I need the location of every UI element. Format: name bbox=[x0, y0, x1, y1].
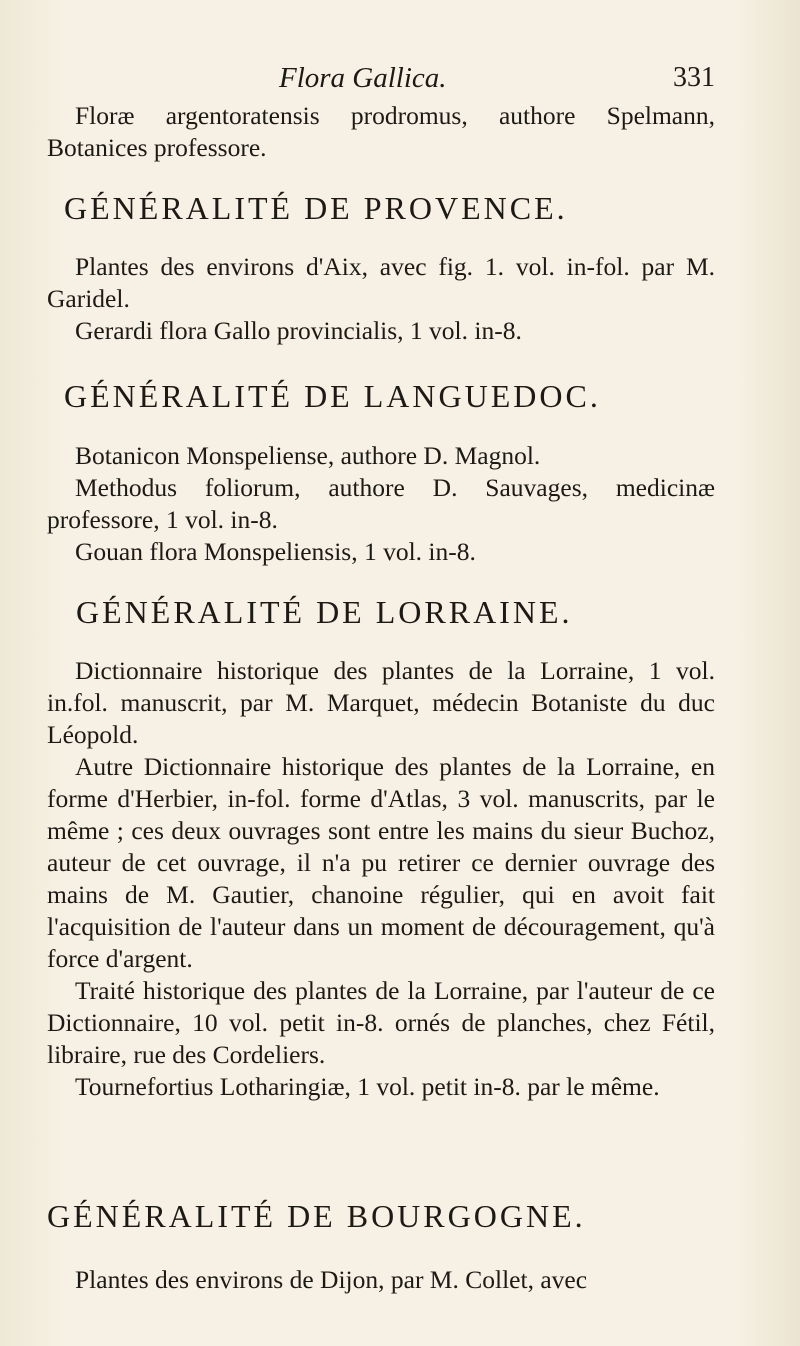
page-header bbox=[47, 62, 715, 98]
text-column bbox=[47, 0, 715, 1346]
entry-gerardi: Gerardi flora Gallo provincialis, 1 vol. in-8. bbox=[75, 316, 522, 345]
languedoc-entries bbox=[47, 440, 715, 568]
running-title: Flora Gallica. bbox=[279, 62, 447, 94]
heading-languedoc: GÉNÉRALITÉ DE LANGUEDOC. bbox=[64, 378, 601, 414]
entry-collet: Plantes des environs de Dijon, par M. Collet, avec bbox=[75, 1265, 588, 1294]
entry-tournefortius: Tournefortius Lotharingiæ, 1 vol. petit in-8. par le même. bbox=[75, 1072, 660, 1101]
entry-autre-dictionnaire: Autre Dictionnaire historique des plantes de la Lorraine, en forme d'Herbier, in-fol. forme d'Atlas, 3 vol. manuscrits, par le même ; ces deux ouvrages sont entre les mains du sieur Buchoz, auteur de cet ouvrage, il n'a pu retirer ce dernier ouvrage des mains de M. Gautier, chanoine régulier, qui en avoit fait l'acquisition de l'auteur dans un moment de découragement, qu'à force d'argent. bbox=[47, 752, 715, 973]
entry-sauvages: Methodus foliorum, authore D. Sauvages, medicinæ professore, 1 vol. in-8. bbox=[47, 473, 715, 534]
entry-garidel: Plantes des environs d'Aix, avec fig. 1. vol. in-fol. par M. Garidel. bbox=[47, 252, 715, 313]
lorraine-entries bbox=[47, 655, 715, 1103]
intro-entries bbox=[47, 100, 715, 164]
provence-entries bbox=[47, 251, 715, 347]
entry-magnol: Botanicon Monspeliense, authore D. Magnol. bbox=[75, 441, 541, 470]
entry-marquet: Dictionnaire historique des plantes de la Lorraine, 1 vol. in.fol. manuscrit, par M. Marquet, médecin Botaniste du duc Léopold. bbox=[47, 656, 715, 749]
entry-spelmann: Floræ argentoratensis prodromus, authore Spelmann, Botanices professore. bbox=[47, 101, 715, 162]
entry-traite: Traité historique des plantes de la Lorraine, par l'auteur de ce Dictionnaire, 10 vol. petit in-8. ornés de planches, chez Fétil, libraire, rue des Cordeliers. bbox=[47, 976, 715, 1069]
heading-lorraine: GÉNÉRALITÉ DE LORRAINE. bbox=[76, 594, 573, 630]
heading-provence: GÉNÉRALITÉ DE PROVENCE. bbox=[64, 190, 568, 226]
page-number: 331 bbox=[673, 62, 715, 93]
heading-bourgogne: GÉNÉRALITÉ DE BOURGOGNE. bbox=[47, 1198, 586, 1234]
entry-gouan: Gouan flora Monspeliensis, 1 vol. in-8. bbox=[75, 537, 476, 566]
bourgogne-entries bbox=[47, 1264, 715, 1296]
